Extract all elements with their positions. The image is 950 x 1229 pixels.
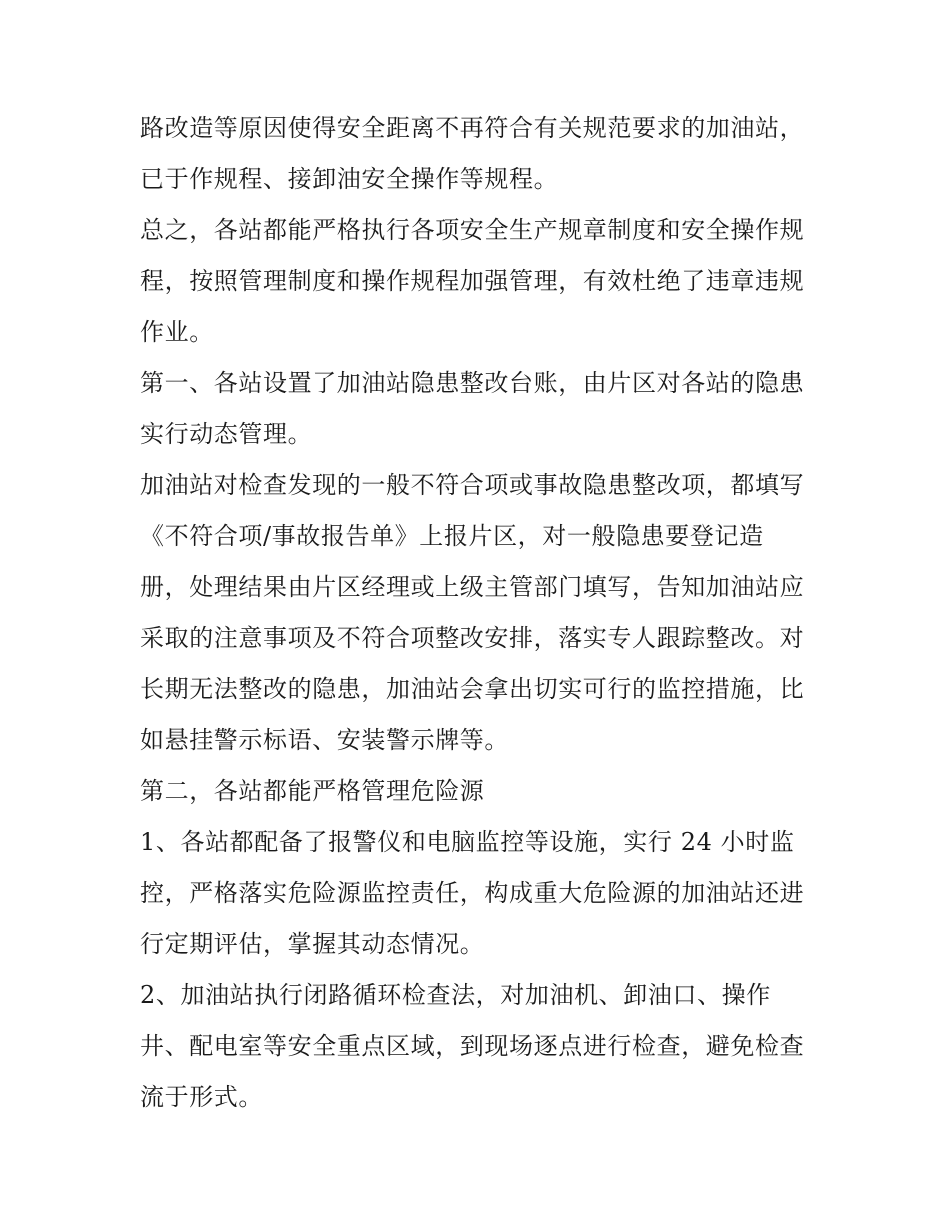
text-line: 流于形式。 [140,1083,263,1111]
text-line: 加油站对检查发现的一般不符合项或事故隐患整改项，都填写 [140,471,805,499]
text-line: 井、配电室等安全重点区域，到现场逐点进行检查，避免检查 [140,1032,805,1060]
text-line: 路改造等原因使得安全距离不再符合有关规范要求的加油站， [140,114,805,142]
text-line: 实行动态管理。 [140,420,313,448]
text-line: 采取的注意事项及不符合项整改安排，落实专人跟踪整改。对 [140,624,805,652]
text-line: 2、加油站执行闭路循环检查法，对加油机、卸油口、操作 [140,981,771,1009]
text-line: 第二，各站都能严格管理危险源 [140,777,485,805]
text-line: 第一、各站设置了加油站隐患整改台账，由片区对各站的隐患 [140,369,805,397]
text-line: 册，处理结果由片区经理或上级主管部门填写，告知加油站应 [140,573,805,601]
text-line: 总之，各站都能严格执行各项安全生产规章制度和安全操作规 [140,216,805,244]
text-line: 如悬挂警示标语、安装警示牌等。 [140,726,509,754]
text-line: 已于作规程、接卸油安全操作等规程。 [140,165,559,193]
text-line: 程，按照管理制度和操作规程加强管理，有效杜绝了违章违规 [140,267,805,295]
text-line: 行定期评估，掌握其动态情况。 [140,930,485,958]
text-line: 长期无法整改的隐患，加油站会拿出切实可行的监控措施，比 [140,675,805,703]
text-line: 1、各站都配备了报警仪和电脑监控等设施，实行 24 小时监 [140,828,795,856]
text-line: 控，严格落实危险源监控责任，构成重大危险源的加油站还进 [140,879,805,907]
text-line: 作业。 [140,318,214,346]
text-line: 《不符合项/事故报告单》上报片区，对一般隐患要登记造 [140,522,764,550]
